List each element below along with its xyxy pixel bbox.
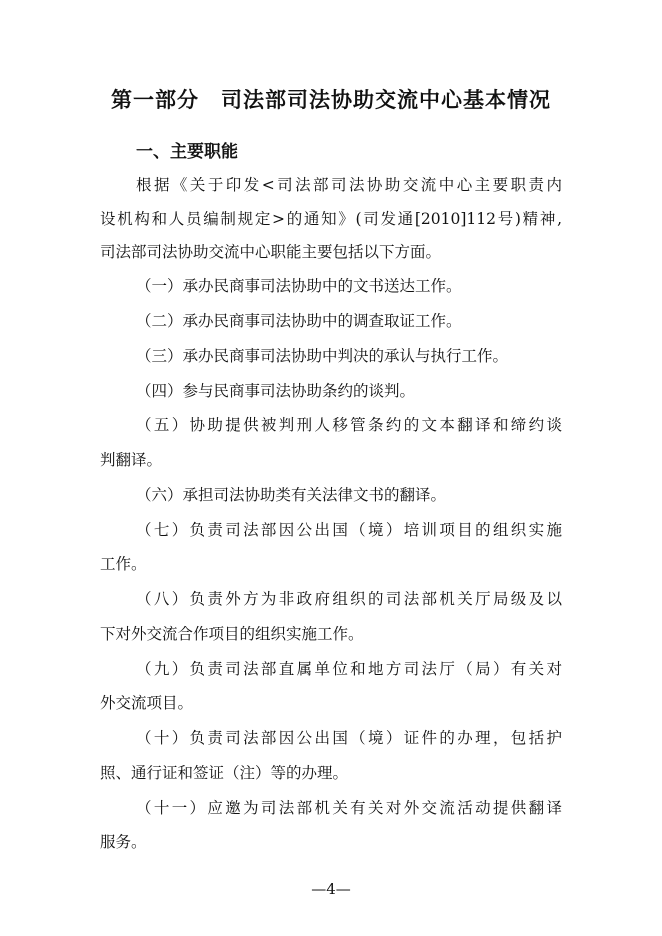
section-heading: 一、主要职能 bbox=[136, 142, 238, 162]
paragraph-line: （七）负责司法部因公出国（境）培训项目的组织实施 bbox=[136, 521, 562, 539]
paragraph-line: （九）负责司法部直属单位和地方司法厅（局）有关对 bbox=[136, 660, 562, 678]
paragraph-line: （六）承担司法协助类有关法律文书的翻译。 bbox=[136, 486, 447, 504]
paragraph-line: 服务。 bbox=[100, 833, 147, 851]
paragraph-line: （八）负责外方为非政府组织的司法部机关厅局级及以 bbox=[136, 590, 562, 608]
paragraph-line: 下对外交流合作项目的组织实施工作。 bbox=[100, 625, 364, 643]
paragraph-line: （一）承办民商事司法协助中的文书送达工作。 bbox=[136, 277, 462, 295]
paragraph-line: 根据《关于印发<司法部司法协助交流中心主要职责内 bbox=[136, 176, 562, 194]
paragraph-line: 司法部司法协助交流中心职能主要包括以下方面。 bbox=[100, 243, 442, 261]
paragraph-line: 判翻译。 bbox=[100, 451, 163, 469]
paragraph-line: 工作。 bbox=[100, 555, 147, 573]
paragraph-line: 外交流项目。 bbox=[100, 694, 194, 712]
page-number: —4— bbox=[311, 880, 351, 898]
paragraph-line: （三）承办民商事司法协助中判决的承认与执行工作。 bbox=[136, 347, 509, 365]
paragraph-line: （二）承办民商事司法协助中的调查取证工作。 bbox=[136, 312, 462, 330]
paragraph-line: （十一）应邀为司法部机关有关对外交流活动提供翻译 bbox=[136, 799, 562, 817]
paragraph-line: （十）负责司法部因公出国（境）证件的办理，包括护 bbox=[136, 729, 562, 747]
page-title: 第一部分 司法部司法协助交流中心基本情况 bbox=[111, 88, 551, 112]
paragraph-line: （五）协助提供被判刑人移管条约的文本翻译和缔约谈 bbox=[136, 416, 562, 434]
paragraph-line: 照、通行证和签证（注）等的办理。 bbox=[100, 764, 349, 782]
paragraph-line: （四）参与民商事司法协助条约的谈判。 bbox=[136, 382, 416, 400]
paragraph-line: 设机构和人员编制规定>的通知》(司发通[2010]112号)精神, bbox=[100, 210, 562, 228]
